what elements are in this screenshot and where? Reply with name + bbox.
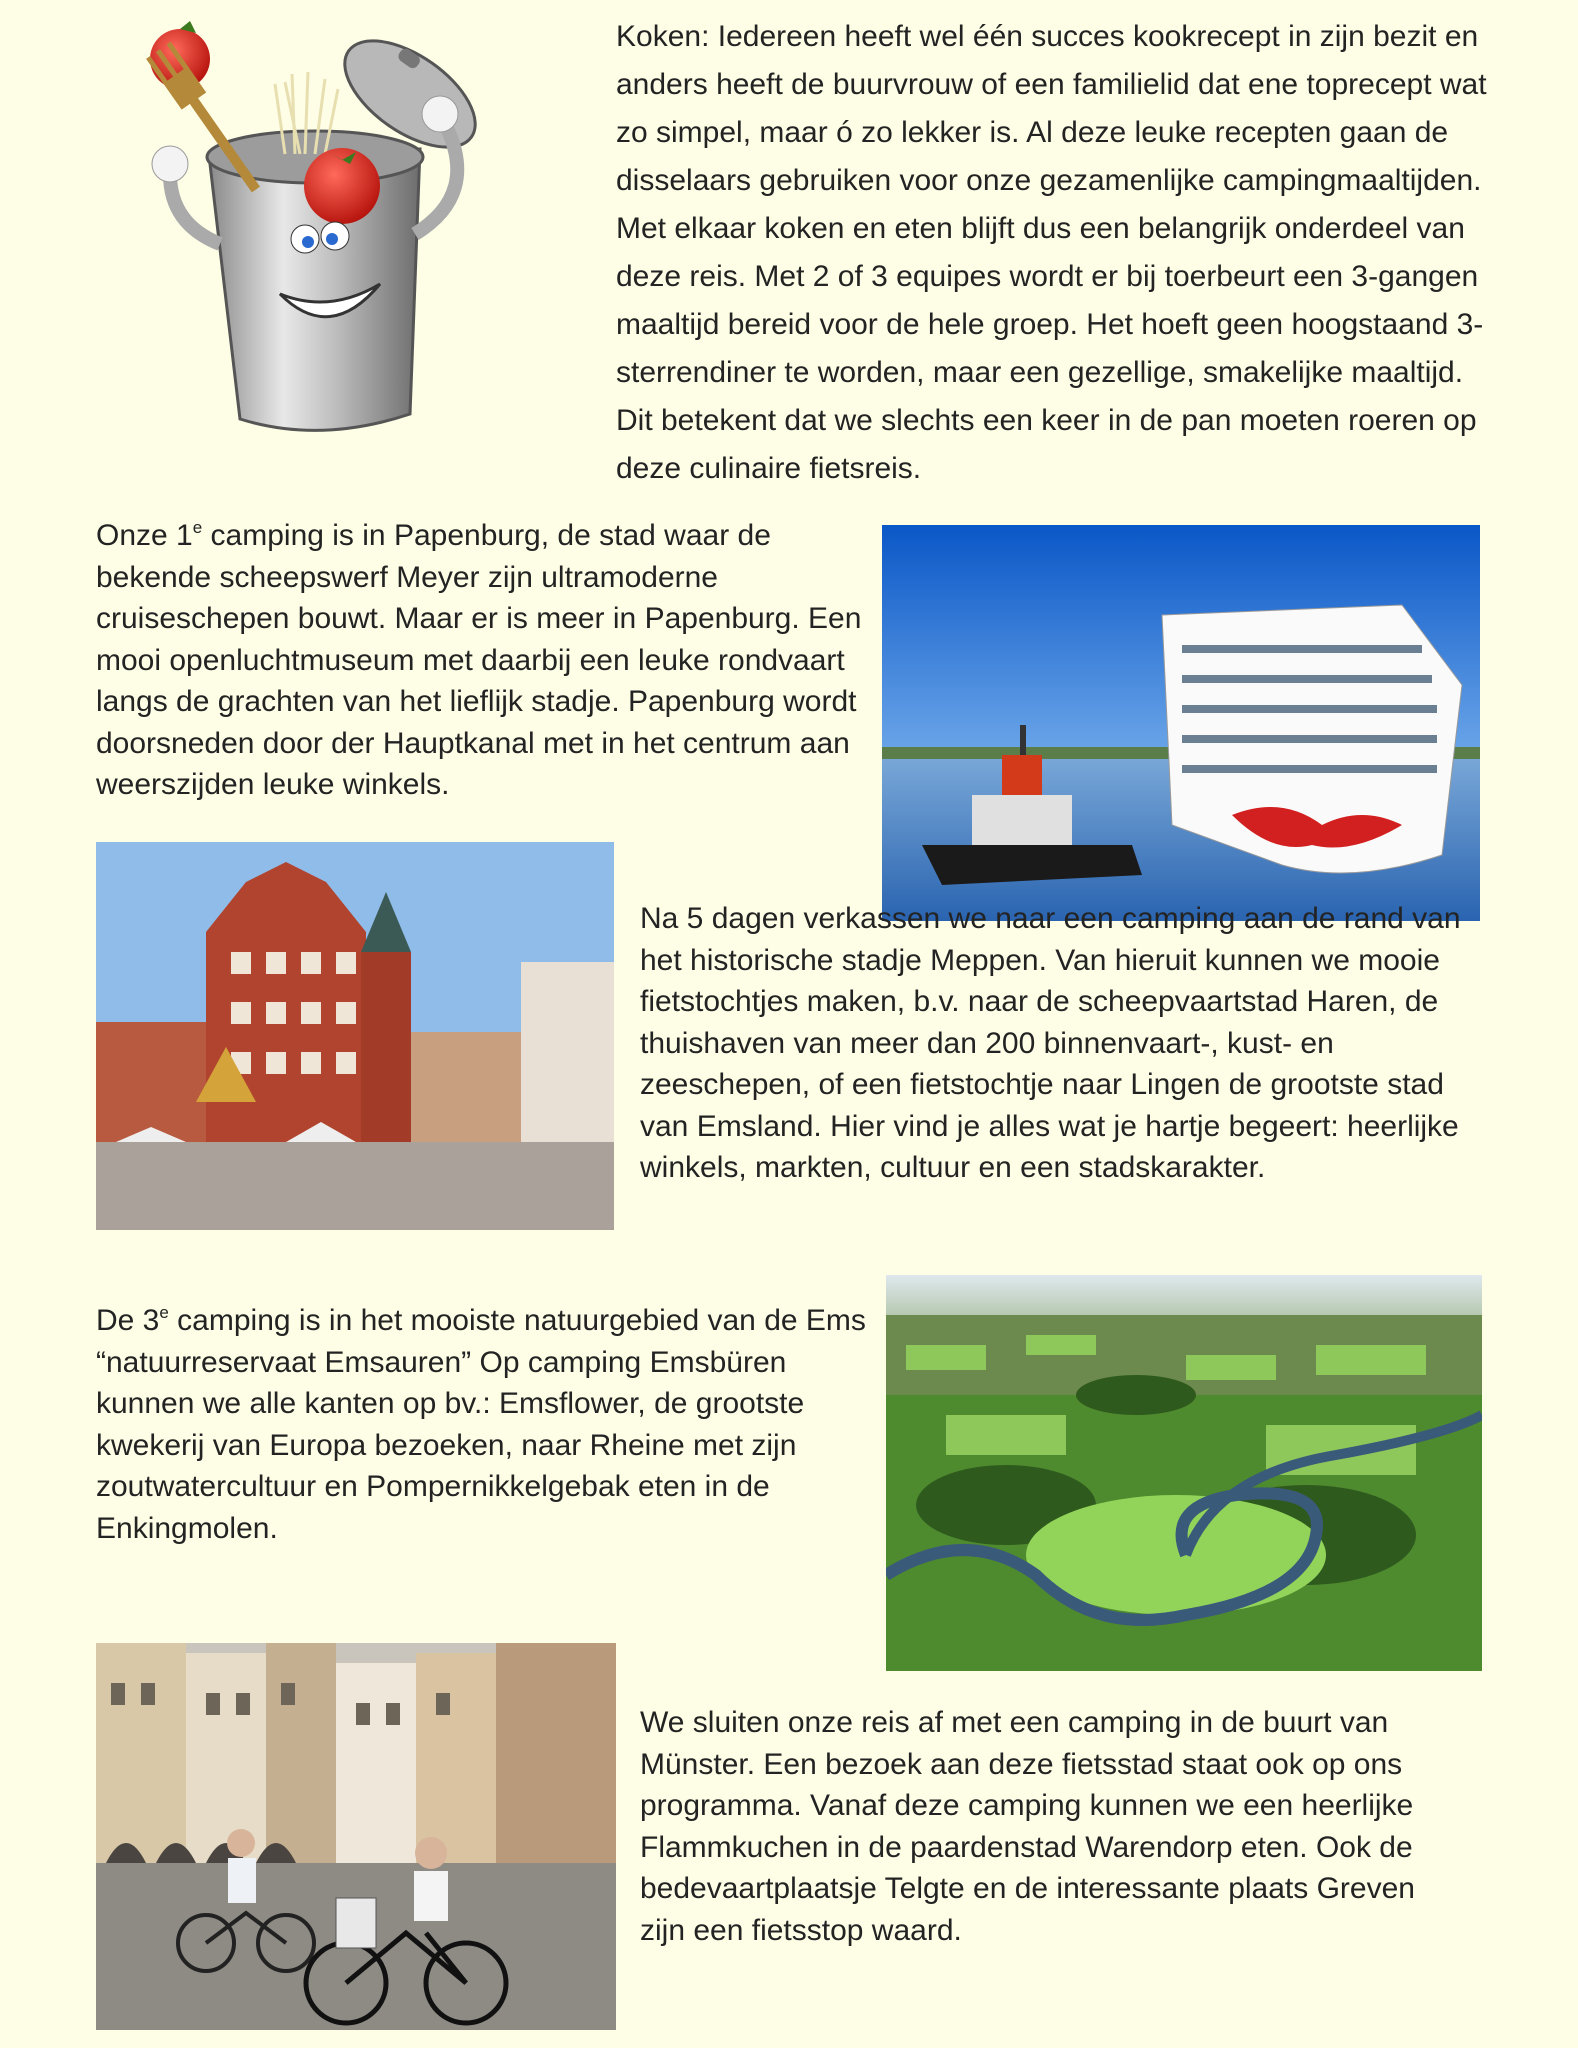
meppen-paragraph: Na 5 dagen verkassen we naar een camping aan de rand van het historische stadje Meppen. Van hieruit kunnen we mooie fietstochtjes maken, b.v. naar de scheepvaartstad Haren, de thuishaven van meer dan 200 binnenvaart-, kust- en zeeschepen, of een fietstochtje naar Lingen de grootste stad van Emsland. Hier vind je alles wat je hartje begeert: heerlijke winkels, markten, cultuur en een stadskarakter. [640,902,1461,1184]
emsauren-superscript: e [159,1303,169,1322]
papenburg-text: camping is in Papenburg, de stad waar de bekende scheepswerf Meyer zijn ultramoderne cruiseschepen bouwt. Maar er is meer in Papenburg. Een mooi openluchtmuseum met daarbij een leuke rondvaart langs de grachten van het lieflijk stadje. Papenburg wordt doorsneden door der Hauptkanal met in het centrum aan weerszijden leuke winkels. [96,519,862,801]
muenster-paragraph: We sluiten onze reis af met een camping in de buurt van Münster. Een bezoek aan deze fietsstad staat ook op ons programma. Vanaf deze camping kunnen we een heerlijke Flammkuchen in de paardenstad Warendorp eten. Ook de bedevaartplaatsje Telgte en de interessante plaats Greven zijn een fietsstop waard. [640,1706,1415,1947]
cruise-ship-photo [882,525,1480,921]
cooking-pot-mascot-icon [80,14,580,454]
cyclists-muenster-photo [96,1643,616,2030]
emsauren-paragraph [96,1300,866,1549]
papenburg-lead: Onze 1 [96,519,193,552]
river-landscape-photo [886,1275,1482,1671]
papenburg-superscript: e [192,518,203,537]
cooking-paragraph: Koken: Iedereen heeft wel één succes kookrecept in zijn bezit en anders heeft de buurvrouw of een familielid dat ene toprecept wat zo simpel, maar ó zo lekker is. Al deze leuke recepten gaan de disselaars gebruiken voor onze gezamenlijke campingmaaltijden. Met elkaar koken en eten blijft dus een belangrijk onderdeel van deze reis. Met 2 of 3 equipes wordt er bij toerbeurt een 3-gangen maaltijd bereid voor de hele groep. Het hoeft geen hoogstaand 3-sterrendiner te worden, maar een gezellige, smakelijke maaltijd. Dit betekent dat we slechts een keer in de pan moeten roeren op deze culinaire fietsreis. [616,20,1487,485]
emsauren-lead: De 3 [96,1304,160,1337]
emsauren-text: camping is in het mooiste natuurgebied van de Ems “natuurreservaat Emsauren” Op camping Emsbüren kunnen we alle kanten op bv.: Emsflower, de grootste kwekerij van Europa bezoeken, naar Rheine met zijn zoutwatercultuur en Pompernikkelgebak eten in de Enkingmolen. [96,1304,866,1545]
meppen-town-hall-photo [96,842,614,1230]
papenburg-paragraph [96,515,866,806]
